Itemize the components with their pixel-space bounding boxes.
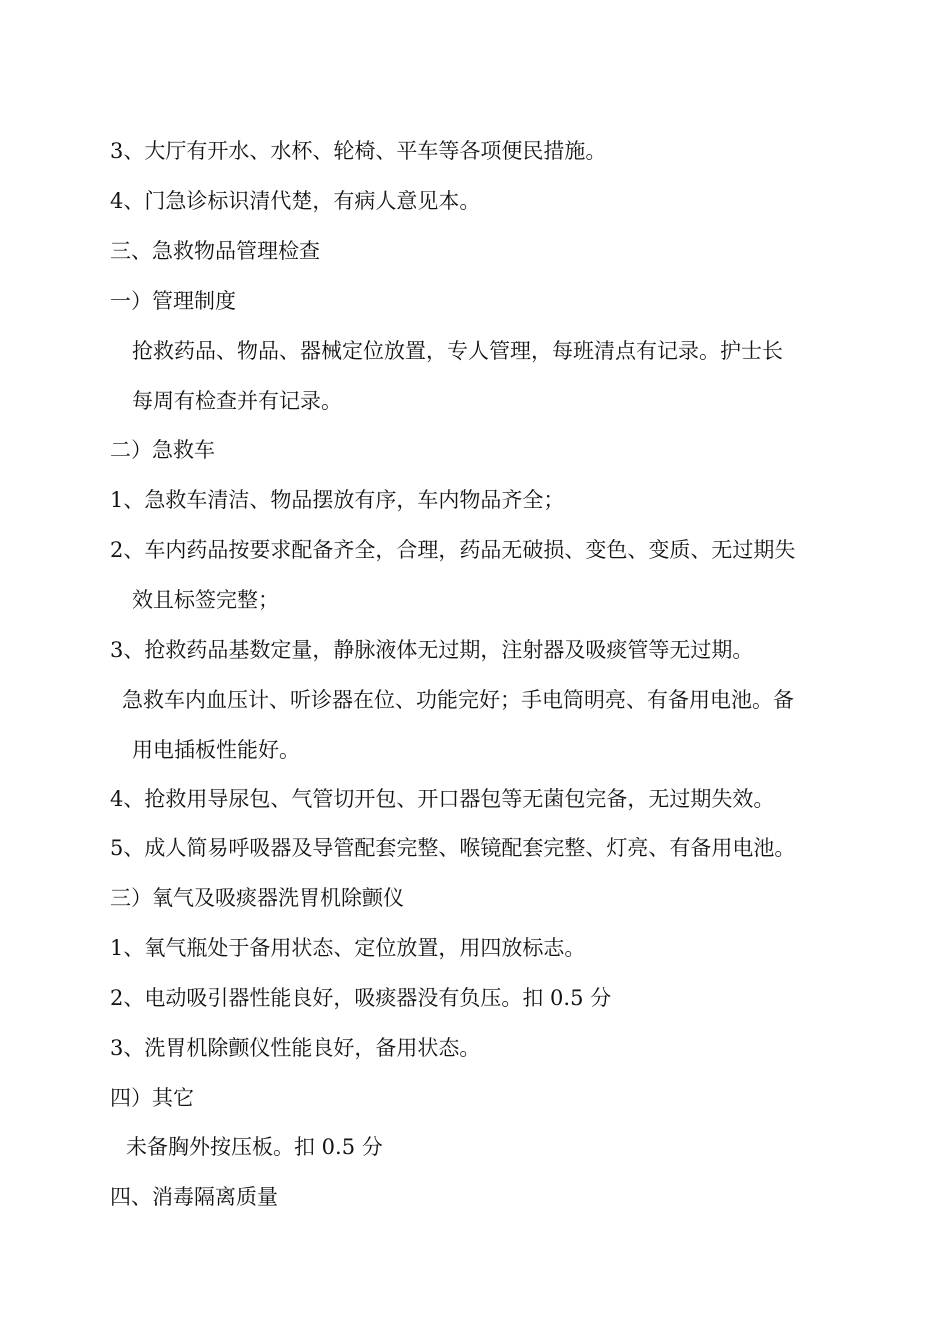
text-line: 抢救药品、物品、器械定位放置，专人管理，每班清点有记录。护士长 [132, 339, 783, 363]
subsection-heading: 二）急救车 [110, 438, 215, 462]
text-line: 每周有检查并有记录。 [132, 389, 342, 413]
text-line: 1、急救车清洁、物品摆放有序，车内物品齐全； [110, 488, 565, 512]
section-heading: 四、消毒隔离质量 [110, 1185, 278, 1209]
text-line: 3、抢救药品基数定量，静脉液体无过期，注射器及吸痰管等无过期。 [110, 638, 754, 662]
text-line: 4、抢救用导尿包、气管切开包、开口器包等无菌包完备，无过期失效。 [110, 787, 775, 811]
text-line: 1、氧气瓶处于备用状态、定位放置，用四放标志。 [110, 936, 586, 960]
text-line: 2、电动吸引器性能良好，吸痰器没有负压。扣 0.5 分 [110, 986, 612, 1010]
text-line: 急救车内血压计、听诊器在位、功能完好；手电筒明亮、有备用电池。备 [122, 688, 794, 712]
section-heading: 三、急救物品管理检查 [110, 239, 320, 263]
text-line: 5、成人简易呼吸器及导管配套完整、喉镜配套完整、灯亮、有备用电池。 [110, 836, 796, 860]
subsection-heading: 三）氧气及吸痰器洗胃机除颤仪 [110, 886, 404, 910]
subsection-heading: 一）管理制度 [110, 289, 236, 313]
text-line: 3、大厅有开水、水杯、轮椅、平车等各项便民措施。 [110, 139, 607, 163]
text-line: 3、洗胃机除颤仪性能良好，备用状态。 [110, 1036, 481, 1060]
text-line: 效且标签完整； [132, 588, 279, 612]
subsection-heading: 四）其它 [110, 1086, 194, 1110]
text-line: 2、车内药品按要求配备齐全，合理，药品无破损、变色、变质、无过期失 [110, 538, 796, 562]
text-line: 4、门急诊标识清代楚，有病人意见本。 [110, 189, 481, 213]
text-line: 用电插板性能好。 [132, 738, 300, 762]
text-line: 未备胸外按压板。扣 0.5 分 [126, 1135, 383, 1159]
